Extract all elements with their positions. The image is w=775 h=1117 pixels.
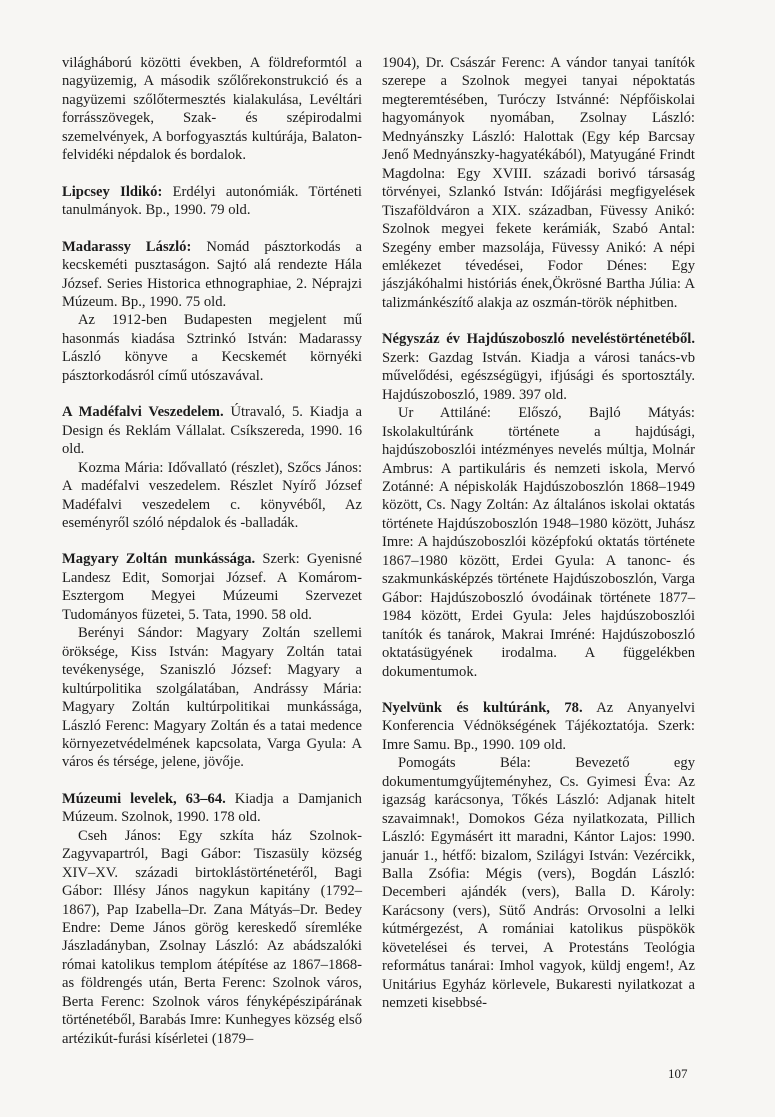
entry-paragraph [62, 238, 362, 312]
entry-title: Lipcsey Ildikó: [62, 183, 163, 200]
entry-text: Kiadja a Damjanich Múzeum. Szolnok, 1990. 178 old. [62, 790, 362, 826]
entry-text: Nomád pásztorkodás a kecskeméti pusztaságon. Sajtó alá rendezte Hála József. Series Historica ethnographiae, 2. Néprajzi Múzeum. Bp., 1990. 75 old. [62, 238, 362, 310]
entry-text: Erdélyi autonómiák. Történeti tanulmányok. Bp., 1990. 79 old. [62, 183, 362, 219]
entry-text: Kozma Mária: Idővallató (részlet), Szőcs János: A madéfalvi veszedelem. Részlet Nyírő József Madéfalvi veszedelem c. könyvéből, Az eseményről szóló népdalok és -balladák. [62, 459, 362, 531]
entry-title: Madarassy László: [62, 238, 192, 255]
entry-paragraph [382, 754, 695, 1012]
entry-paragraph [382, 699, 695, 754]
entry-paragraph [382, 330, 695, 404]
entry-paragraph [62, 827, 362, 1048]
entry-title: Magyary Zoltán munkássága. [62, 551, 256, 568]
entry-title: Nyelvünk és kultúránk, 78. [382, 699, 583, 716]
entry-text: Ur Attiláné: Előszó, Bajló Mátyás: Iskolakultúránk története a hajdúsági, hajdúszoboszlói intézményes nevelés múltja, Molnár Ambrus: A partikuláris és nemzeti iskola, Mervó Zotánné: A népiskolák Hajdúszoboszlón 1868–1949 között, Cs. Nagy Zoltán: Az általános iskolai oktatás története Hajdúszoboszlón 1948–1980 között, Juhász Imre: A hajdúszoboszlói középfokú oktatás története 1867–1980 között, Erdei Gyula: A tanonc- és szakmunkásképzés története Hajdúszoboszlón, Varga Gábor: Hajdúszoboszló óvodáinak története 1877–1984 között, Erdei Gyula: Jeles hajdúszoboszlói tanítók és tanárok, Makrai Imréné: Hajdúszoboszló oktatásügyének irodalma. A függelékben dokumentumok. [382, 405, 695, 680]
entry-paragraph [62, 54, 362, 165]
bibliography-entry [382, 699, 695, 1013]
bibliography-entry [62, 790, 362, 1048]
entry-paragraph [382, 404, 695, 681]
entry-paragraph [62, 550, 362, 624]
entry-paragraph [62, 624, 362, 772]
bibliography-entry [382, 330, 695, 681]
entry-text: Az Anyanyelvi Konferencia Védnökségének Tájékoztatója. Szerk: Imre Samu. Bp., 1990. 109 old. [382, 699, 695, 753]
entry-text: Pomogáts Béla: Bevezető egy dokumentumgyűjteményhez, Cs. Gyimesi Éva: Az igazság karácsonya, Tőkés László: Adjanak hitelt szavaimnak!, Domokos Géza nyilatkozata, Pillich László: Egymásért itt maradni, Kántor Lajos: 1990. január 1., hétfő: bizalom, Szilágyi István: Vezércikk, Balla Zsófia: Mégis (vers), Bogdán László: Decemberi ajándék (vers), Balla D. Károly: Karácsony (vers), Sütő András: Orvosolni a lelki kútmérgezést, A romániai katolikus püspökök követelései és tervei, A Protestáns Teológia református tanárai: Imhol vagyok, küldj engem!, Az Unitárius Egyház körlevele, Bukaresti nyilatkozat a nemzeti kisebbsé- [382, 755, 695, 1012]
entry-paragraph [382, 54, 695, 312]
entry-text: Útravaló, 5. Kiadja a Design és Reklám Vállalat. Csíkszereda, 1990. 16 old. [62, 404, 362, 458]
entry-text: Cseh János: Egy szkíta ház Szolnok-Zagyvapartról, Bagi Gábor: Tiszasüly község XIV–XV. századi birtoklástörténetéről, Bagi Gábor: Illésy János nagykun kapitány (1792–1867), Pap Izabella–Dr. Zana Mátyás–Dr. Bedey Endre: Deme János görög kereskedő síremléke Jászladányban, Zsolnay László: Az abádszalóki római katolikus templom átépítése az 1867–1868-as földrengés után, Berta Ferenc: Szolnok város, Berta Ferenc: Szolnok város fényképészipárának történetéből, Barabás Imre: Kunhegyes község első artézikút-furási kísérletei (1879– [62, 827, 362, 1047]
right-column [382, 54, 695, 1031]
entry-title: Múzeumi levelek, 63–64. [62, 790, 226, 807]
entry-paragraph [62, 459, 362, 533]
entry-text: Szerk: Gazdag István. Kiadja a városi tanács-vb művelődési, egészségügyi, ifjúsági és sportosztály. Hajdúszoboszló, 1989. 397 old. [382, 349, 695, 403]
entry-title: A Madéfalvi Veszedelem. [62, 404, 224, 421]
bibliography-entry [62, 550, 362, 771]
entry-paragraph [62, 183, 362, 220]
page-number: 107 [668, 1066, 688, 1081]
bibliography-entry [62, 403, 362, 532]
bibliography-entry [62, 183, 362, 220]
bibliography-entry [62, 54, 362, 165]
entry-text: Szerk: Gyenisné Landesz Edit, Somorjai József. A Komárom-Esztergom Megyei Múzeumi Szervezet Tudományos füzetei, 5. Tata, 1990. 58 old. [62, 551, 363, 623]
entry-text: 1904), Dr. Császár Ferenc: A vándor tanyai tanítók szerepe a Szolnok megyei tanyai népoktatás megteremtésében, Turóczy Istvánné: Népfőiskolai hagyományok nyomában, Zsolnay László: Mednyánszky László: Halottak (Egy kép Barcsay Jenő Mednyánszky-hagyatékából), Matyugáné Frindt Magdolna: Egy XVIII. századi borivó társaság törvényei, Szlankó István: Időjárási megfigyelések Tiszaföldváron a XIX. században, Füvessy Anikó: Szolnok megyei fekete kerámiák, Szabó Antal: Szegény ember mazsolája, Füvessy Anikó: A népi emlékezet tévedései, Fodor Dénes: Egy jászjákóhalmi históriás ének,Ökrösné Bartha Júlia: A talizmánkészítő alakja az oszmán-török néphitben. [382, 55, 695, 311]
entry-text: Az 1912-ben Budapesten megjelent mű hasonmás kiadása Sztrinkó István: Madarassy László könyve a Kecskemét környéki pásztorkodásról című utószavával. [62, 312, 362, 384]
bibliography-entry [382, 54, 695, 312]
entry-text: világháború közötti években, A földreformtól a nagyüzemig, A második szőlőrekonstrukció és a nagyüzemi szőlőtermesztés kialakulása, Levéltári forrásszövegek, Szak- és szépirodalmi szemelvények, A borfogyasztás kultúrája, Balaton-felvidéki népdalok és bordalok. [62, 55, 362, 164]
entry-title: Négyszáz év Hajdúszoboszló neveléstörténetéből. [382, 331, 695, 348]
entry-paragraph [62, 311, 362, 385]
entry-paragraph [62, 403, 362, 458]
entry-text: Berényi Sándor: Magyary Zoltán szellemi öröksége, Kiss István: Magyary Zoltán tatai tevékenysége, Szaniszló József: Magyary a kultúrpolitika szolgálatában, Andrássy Mária: Magyary Zoltán kultúrpolitikai munkássága, László Ferenc: Magyary Zoltán és a tatai medence környezetvédelmének kapcsolata, Varga Gyula: A város és térsége, jelene, jövője. [62, 625, 362, 771]
entry-paragraph [62, 790, 362, 827]
left-column [62, 54, 362, 1066]
bibliography-entry [62, 238, 362, 386]
